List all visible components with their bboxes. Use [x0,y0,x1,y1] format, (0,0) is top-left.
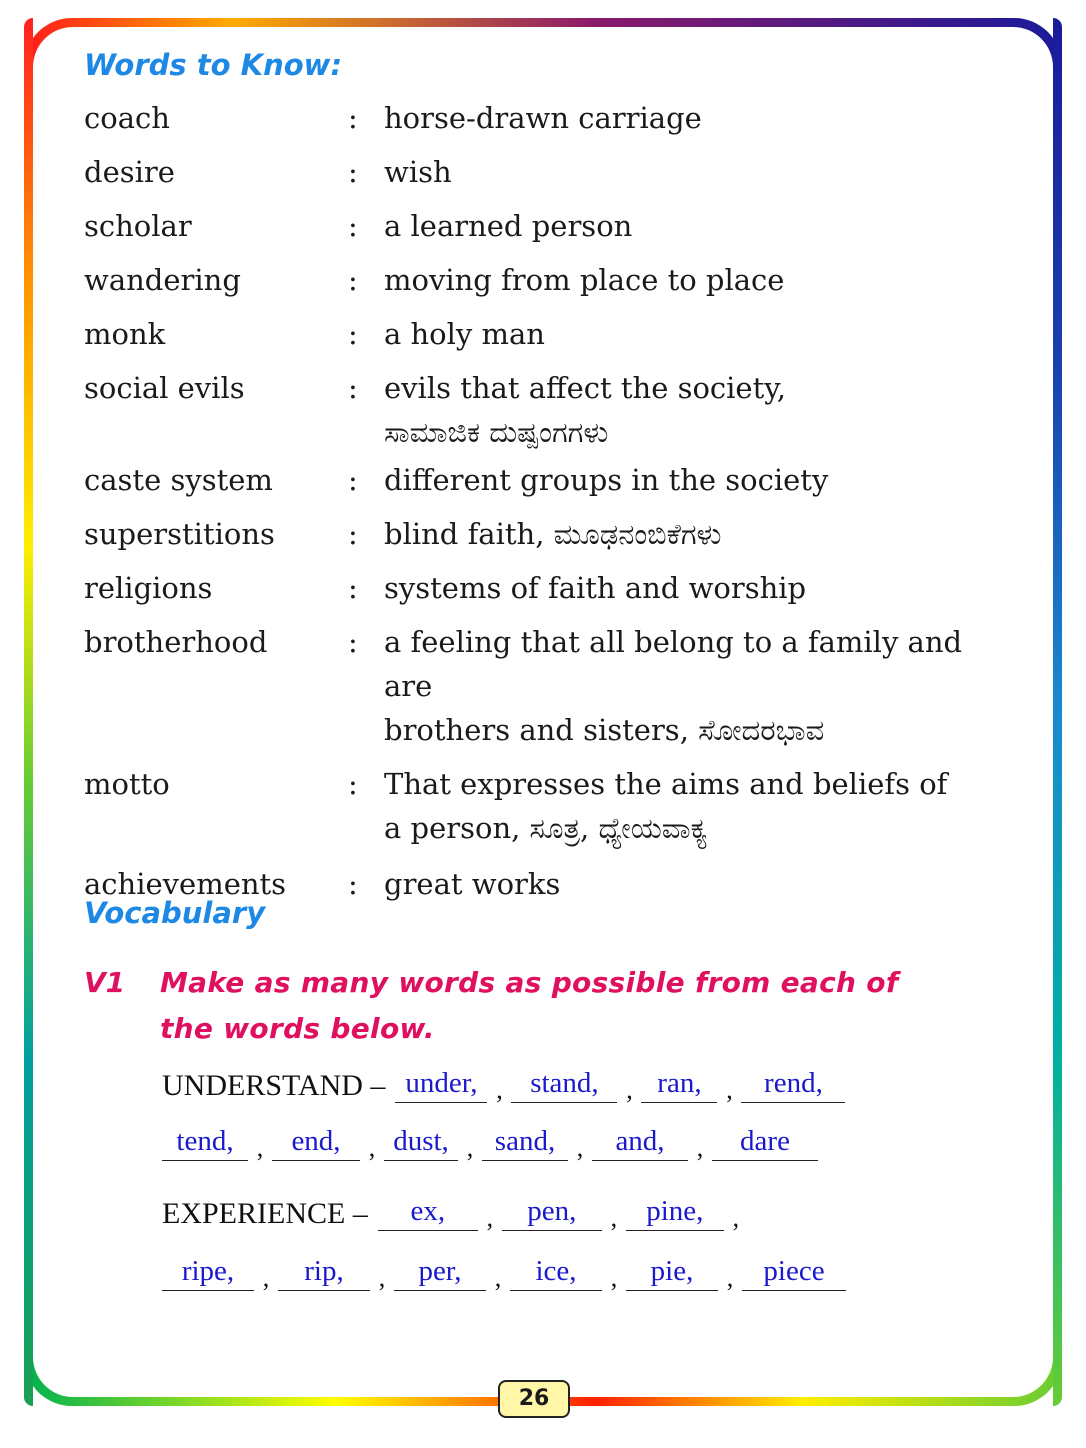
answer-blank[interactable]: dust, [384,1126,458,1161]
separator-comma: , [368,1133,376,1162]
answer-blank[interactable]: ran, [641,1068,717,1103]
answer-row [162,1126,818,1161]
glossary-row [84,762,984,850]
glossary-row [84,512,984,556]
definition-line: moving from place to place [384,263,785,297]
glossary-colon: : [348,767,358,801]
separator-comma: , [610,1203,618,1232]
definition-line: wish [384,155,452,189]
glossary-definition [384,150,984,194]
separator-comma: , [494,1263,502,1292]
glossary-colon: : [348,209,358,243]
separator-comma: , [726,1263,734,1292]
separator-comma: , [262,1263,270,1292]
separator-comma: , [626,1075,633,1104]
glossary-colon: : [348,263,358,297]
root-word: EXPERIENCE – [162,1197,368,1230]
glossary-definition [384,366,984,454]
glossary-term: social evils [84,371,245,405]
answer-blank[interactable]: piece [742,1256,846,1291]
answer-blank[interactable]: per, [394,1256,486,1291]
glossary-definition [384,512,984,556]
separator-comma: , [726,1075,733,1104]
definition-line: systems of faith and worship [384,571,807,605]
exercise-header [84,960,904,1052]
words-to-know-heading: Words to Know: [84,48,343,82]
glossary-row [84,96,984,140]
glossary-term: coach [84,101,170,135]
glossary-colon: : [348,867,358,901]
glossary-row [84,458,984,502]
glossary-row [84,620,984,752]
glossary-definition [384,566,984,610]
answer-row [162,1068,845,1103]
glossary-definition [384,620,984,752]
separator-comma: , [256,1133,264,1162]
glossary-term: desire [84,155,175,189]
answer-blank[interactable]: pen, [502,1196,602,1231]
glossary-row [84,366,984,454]
separator-comma: , [496,1075,503,1104]
glossary-term: wandering [84,263,241,297]
glossary-term: achievements [84,867,287,901]
answer-blank[interactable]: rend, [741,1068,845,1103]
glossary-row [84,204,984,248]
glossary-colon: : [348,371,358,405]
glossary-definition [384,862,984,906]
separator-comma: , [466,1133,474,1162]
instruction-line: Make as many words as possible from each of [160,966,899,999]
definition-line: That expresses the aims and beliefs of [384,767,948,801]
definition-line: blind faith, ಮೂಢನಂಬಿಕೆಗಳು [384,517,722,551]
separator-comma: , [696,1133,704,1162]
glossary-colon: : [348,155,358,189]
glossary-colon: : [348,625,358,659]
answer-blank[interactable]: under, [395,1068,487,1103]
answer-row [162,1256,846,1291]
vocabulary-heading: Vocabulary [84,896,266,930]
glossary-definition [384,762,984,850]
definition-line: ಸಾಮಾಜಿಕ ದುಷ್ಪಂಗಗಳು [384,415,609,449]
separator-comma: , [610,1263,618,1292]
glossary-colon: : [348,101,358,135]
glossary-colon: : [348,571,358,605]
definition-line: a learned person [384,209,633,243]
glossary-row [84,566,984,610]
answer-blank[interactable]: end, [272,1126,360,1161]
glossary-term: motto [84,767,170,801]
answer-blank[interactable]: ripe, [162,1256,254,1291]
glossary-list [84,96,984,906]
glossary-row [84,312,984,356]
answer-row [162,1196,748,1231]
answer-blank[interactable]: tend, [162,1126,248,1161]
glossary-term: caste system [84,463,273,497]
exercise-instruction [160,960,904,1052]
answer-blank[interactable]: sand, [482,1126,568,1161]
exercise-number: V1 [84,966,126,999]
glossary-row [84,258,984,302]
glossary-term: scholar [84,209,192,243]
answer-blank[interactable]: pie, [626,1256,718,1291]
glossary-colon: : [348,463,358,497]
answer-blank[interactable]: dare [712,1126,818,1161]
separator-comma: , [576,1133,584,1162]
answer-blank[interactable]: rip, [278,1256,370,1291]
glossary-definition [384,458,984,502]
definition-line: evils that affect the society, [384,371,786,405]
glossary-colon: : [348,317,358,351]
glossary-definition [384,258,984,302]
glossary-definition [384,204,984,248]
separator-comma: , [732,1203,740,1232]
definition-line: horse-drawn carriage [384,101,702,135]
definition-line: a holy man [384,317,545,351]
glossary-colon: : [348,517,358,551]
glossary-definition [384,96,984,140]
glossary-term: religions [84,571,213,605]
glossary-term: brotherhood [84,625,268,659]
separator-comma: , [486,1203,494,1232]
answer-blank[interactable]: stand, [511,1068,617,1103]
page-number: 26 [498,1380,570,1418]
definition-line: a feeling that all belong to a family and are [384,625,963,703]
definition-line: a person, ಸೂತ್ರ, ಧ್ಯೇಯವಾಕ್ಯ [384,811,708,845]
instruction-line: the words below. [160,1012,435,1045]
definition-line: great works [384,867,561,901]
answer-blank[interactable]: pine, [626,1196,724,1231]
definition-line: brothers and sisters, ಸೋದರಭಾವ [384,713,825,747]
separator-comma: , [378,1263,386,1292]
glossary-definition [384,312,984,356]
glossary-term: superstitions [84,517,275,551]
answer-blank[interactable]: ice, [510,1256,602,1291]
root-word: UNDERSTAND – [162,1069,386,1102]
glossary-term: monk [84,317,166,351]
glossary-row [84,150,984,194]
definition-line: different groups in the society [384,463,829,497]
answer-blank[interactable]: ex, [378,1196,478,1231]
answer-blank[interactable]: and, [592,1126,688,1161]
